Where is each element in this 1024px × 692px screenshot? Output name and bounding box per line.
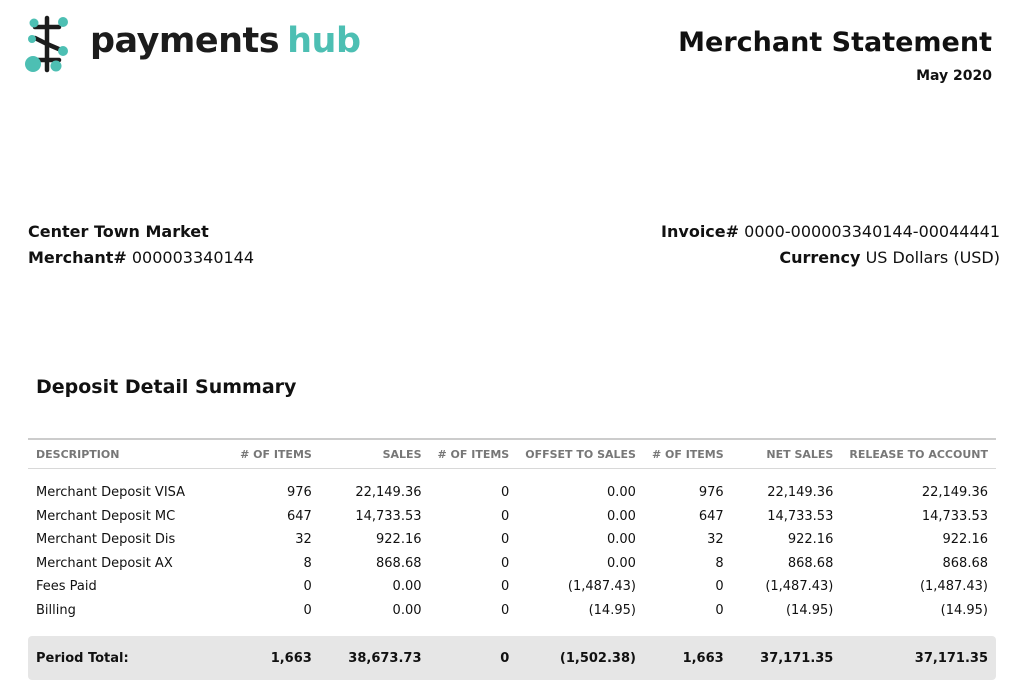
column-header: # OF ITEMS <box>644 439 732 469</box>
table-cell: 0 <box>303 579 312 595</box>
table-cell: Merchant Deposit Dis <box>36 532 176 548</box>
table-cell: Merchant Deposit AX <box>36 555 173 571</box>
total-label: Period Total: <box>28 636 230 680</box>
table-row <box>28 481 996 505</box>
total-cell: 1,663 <box>644 636 732 680</box>
column-header: NET SALES <box>732 439 842 469</box>
table-cell: 922.16 <box>376 532 422 548</box>
spacer-cell <box>28 469 996 482</box>
total-cell: 37,171.35 <box>841 636 996 680</box>
merchant-number-label: Merchant# <box>28 248 127 267</box>
table-cell: (14.95) <box>940 602 988 618</box>
table-cell: (14.95) <box>588 602 636 618</box>
period-total-row <box>28 636 996 680</box>
table-row <box>28 575 996 599</box>
invoice-number-value: 0000-000003340144-00044441 <box>744 222 1000 241</box>
table-cell: 22,149.36 <box>355 485 422 501</box>
table-row <box>28 528 996 552</box>
table-cell: 0 <box>500 555 510 571</box>
table-row <box>28 505 996 529</box>
table-cell: 0.00 <box>392 579 422 595</box>
column-header: SALES <box>320 439 430 469</box>
table-cell: 976 <box>287 485 312 501</box>
table-cell: 0 <box>500 485 510 501</box>
payments-hub-logo-icon <box>22 14 80 74</box>
section-title: Deposit Detail Summary <box>36 376 297 398</box>
table-row <box>28 552 996 576</box>
table-cell: 0 <box>715 602 724 618</box>
table-cell: Fees Paid <box>36 579 97 595</box>
total-cell: 1,663 <box>230 636 320 680</box>
merchant-info <box>28 219 254 271</box>
table-cell: 647 <box>698 508 724 524</box>
table-cell: 32 <box>295 532 312 548</box>
invoice-number <box>661 219 1000 245</box>
table-cell: 0.00 <box>607 508 636 524</box>
column-header: RELEASE TO ACCOUNT <box>841 439 996 469</box>
table-cell: 0 <box>500 602 510 618</box>
column-header: # OF ITEMS <box>230 439 320 469</box>
table-cell: 0.00 <box>607 532 636 548</box>
deposit-summary-table <box>28 438 996 680</box>
total-cell: 37,171.35 <box>732 636 842 680</box>
table-cell: 0 <box>715 579 724 595</box>
invoice-number-label: Invoice# <box>661 222 740 241</box>
brand-logo <box>22 14 361 74</box>
table-cell: 0 <box>500 508 510 524</box>
column-header: DESCRIPTION <box>28 439 230 469</box>
table-cell: 0 <box>500 579 510 595</box>
table-cell: 976 <box>698 485 724 501</box>
table-cell: 32 <box>707 532 724 548</box>
column-header: OFFSET TO SALES <box>517 439 644 469</box>
merchant-number-value: 000003340144 <box>131 248 255 267</box>
table-cell: 868.68 <box>942 555 988 571</box>
table-cell: 922.16 <box>942 532 988 548</box>
table-header-row <box>28 439 996 469</box>
total-cell: (1,502.38) <box>517 636 644 680</box>
brand-name-part2: hub <box>287 20 361 61</box>
table-cell: 22,149.36 <box>767 485 834 501</box>
table-cell: 22,149.36 <box>921 485 988 501</box>
table-cell: 868.68 <box>376 555 422 571</box>
table-cell: 14,733.53 <box>355 508 422 524</box>
table-cell: 0 <box>500 532 510 548</box>
table-cell: Billing <box>36 602 76 618</box>
table-cell: 0.00 <box>607 485 636 501</box>
table-row <box>28 599 996 623</box>
invoice-info <box>661 219 1000 271</box>
table-cell: (1,487.43) <box>765 579 834 595</box>
spacer-cell <box>28 622 996 636</box>
brand-name <box>90 20 361 61</box>
table-spacer <box>28 622 996 636</box>
table-cell: 14,733.53 <box>767 508 834 524</box>
table-cell: 0.00 <box>607 555 636 571</box>
table-spacer <box>28 469 996 482</box>
table-cell: 922.16 <box>787 532 834 548</box>
merchant-number <box>28 245 254 271</box>
total-cell: 38,673.73 <box>320 636 430 680</box>
statement-period: May 2020 <box>916 67 992 84</box>
statement-title: Merchant Statement <box>678 27 992 58</box>
table-cell: (1,487.43) <box>567 579 636 595</box>
table-cell: Merchant Deposit VISA <box>36 485 186 501</box>
currency-label: Currency <box>779 248 861 267</box>
table-cell: 8 <box>303 555 312 571</box>
table-cell: 647 <box>287 508 312 524</box>
currency-value: US Dollars (USD) <box>865 248 1000 267</box>
brand-name-part1: payments <box>90 20 280 61</box>
table-cell: (1,487.43) <box>919 579 988 595</box>
table-cell: 8 <box>715 555 724 571</box>
table-cell: 868.68 <box>787 555 834 571</box>
merchant-name: Center Town Market <box>28 222 209 241</box>
table-cell: 14,733.53 <box>921 508 988 524</box>
column-header: # OF ITEMS <box>430 439 518 469</box>
statement-header <box>678 28 992 84</box>
table-cell: (14.95) <box>785 602 834 618</box>
currency <box>661 245 1000 271</box>
table-cell: 0 <box>303 602 312 618</box>
table-cell: 0.00 <box>392 602 422 618</box>
table-cell: Merchant Deposit MC <box>36 508 176 524</box>
total-cell: 0 <box>430 636 518 680</box>
